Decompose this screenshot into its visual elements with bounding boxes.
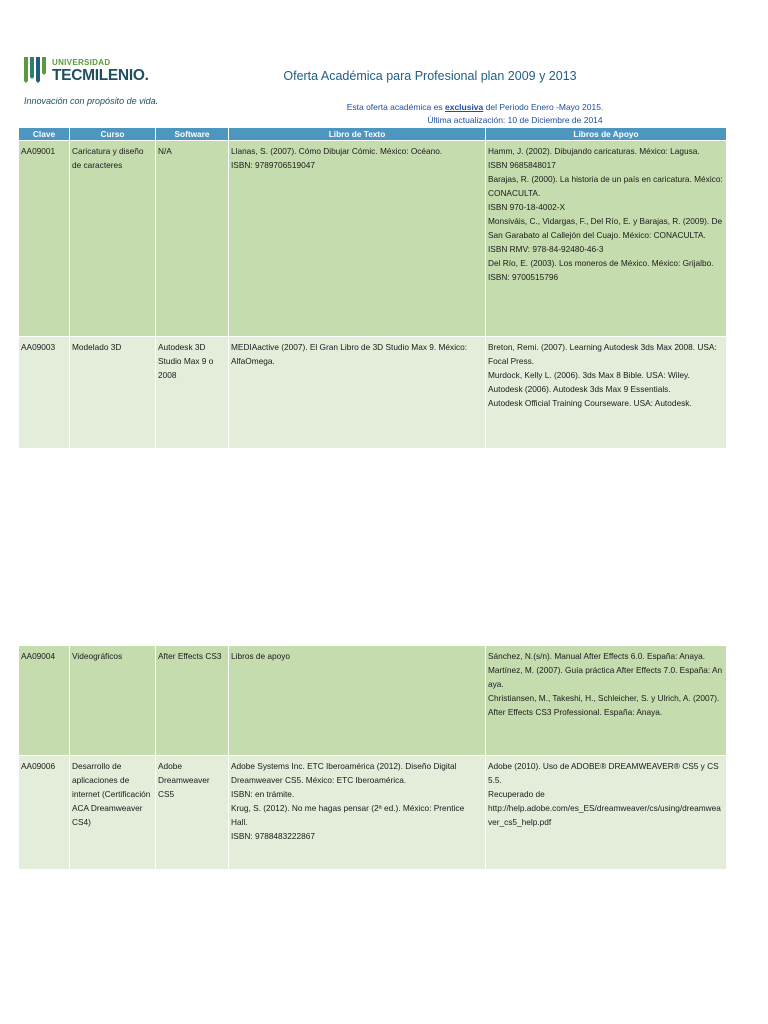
period-note-suffix: del Periodo Enero -Mayo 2015. <box>483 102 604 112</box>
cell-curso: Caricatura y diseño de caracteres <box>70 141 156 337</box>
table-row <box>19 141 727 337</box>
cell-libro: MEDIAactive (2007). El Gran Libro de 3D Studio Max 9. México: AlfaOmega. <box>229 337 486 449</box>
period-note-emphasis: exclusiva <box>444 102 484 112</box>
cell-software: Autodesk 3D Studio Max 9 o 2008 <box>156 337 229 449</box>
header-clave: Clave <box>19 128 70 141</box>
cell-curso: Videográficos <box>70 646 156 756</box>
table-header-row <box>19 128 727 141</box>
cell-software: N/A <box>156 141 229 337</box>
cell-curso: Modelado 3D <box>70 337 156 449</box>
cell-clave: AA09004 <box>19 646 70 756</box>
cell-apoyo: Sánchez, N.(s/n). Manual After Effects 6.0. España: Anaya. Martínez, M. (2007). Guía práctica After Effects 7.0. España: Anaya. Christiansen, M., Takeshi, H., Schleicher, S. y Ulrich, A. (2007). After Effects CS3 Professional. España: Anaya. <box>486 646 727 756</box>
logo-tagline: Innovación con propósito de vida. <box>24 96 159 106</box>
table-row <box>19 756 727 870</box>
header-libros-apoyo: Libros de Apoyo <box>486 128 727 141</box>
cell-libro: Adobe Systems Inc. ETC Iberoamérica (2012). Diseño Digital Dreamweaver CS5. México: ETC Iberoamérica. ISBN: en trámite. Krug, S. (2012). No me hagas pensar (2ª ed.). México: Prentice Hall. ISBN: 9788483222867 <box>229 756 486 870</box>
table-row <box>19 646 727 756</box>
period-note-prefix: Esta oferta académica es <box>346 102 445 112</box>
cell-libro: Libros de apoyo <box>229 646 486 756</box>
cell-apoyo: Adobe (2010). Uso de ADOBE® DREAMWEAVER® CS5 y CS5.5. Recuperado de http://help.adobe.com/es_ES/dreamweaver/cs/using/dreamweaver_cs5_help.pdf <box>486 756 727 870</box>
page-title: Oferta Académica para Profesional plan 2009 y 2013 <box>283 69 577 83</box>
header-curso: Curso <box>70 128 156 141</box>
cell-software: Adobe Dreamweaver CS5 <box>156 756 229 870</box>
cell-apoyo: Breton, Remi. (2007). Learning Autodesk 3ds Max 2008. USA: Focal Press. Murdock, Kelly L. (2006). 3ds Max 8 Bible. USA: Wiley. Autodesk (2006). Autodesk 3ds Max 9 Essentials. Autodesk Official Training Courseware. USA: Autodesk. <box>486 337 727 449</box>
period-note <box>250 102 700 112</box>
last-updated: Última actualización: 10 de Diciembre de 2014 <box>427 115 603 125</box>
cell-libro: Llanas, S. (2007). Cómo Dibujar Cómic. México: Océano. ISBN: 9789706519047 <box>229 141 486 337</box>
logo-university-text: UNIVERSIDAD <box>52 58 111 67</box>
cell-clave: AA09001 <box>19 141 70 337</box>
courses-table-continued <box>18 645 727 870</box>
cell-apoyo: Hamm, J. (2002). Dibujando caricaturas. México: Lagusa. ISBN 9685848017 Barajas, R. (2000). La historia de un país en caricatura. México: CONACULTA. ISBN 970-18-4002-X Monsiváis, C., Vidargas, F., Del Río, E. y Barajas, R. (2009). De San Garabato al Callejón del Cuajo. México: CONACULTA. ISBN RMV: 978-84-92480-46-3 Del Río, E. (2003). Los moneros de México. México: Grijalbo. ISBN: 9700515796 <box>486 141 727 337</box>
header-software: Software <box>156 128 229 141</box>
cell-clave: AA09006 <box>19 756 70 870</box>
tecmilenio-logo-icon <box>22 55 48 85</box>
cell-clave: AA09003 <box>19 337 70 449</box>
table-row <box>19 337 727 449</box>
courses-table <box>18 127 727 449</box>
cell-curso: Desarrollo de aplicaciones de internet (Certificación ACA Dreamweaver CS4) <box>70 756 156 870</box>
header-libro-texto: Libro de Texto <box>229 128 486 141</box>
logo-name-text: TECMILENIO. <box>52 67 149 84</box>
university-logo <box>22 55 182 111</box>
cell-software: After Effects CS3 <box>156 646 229 756</box>
